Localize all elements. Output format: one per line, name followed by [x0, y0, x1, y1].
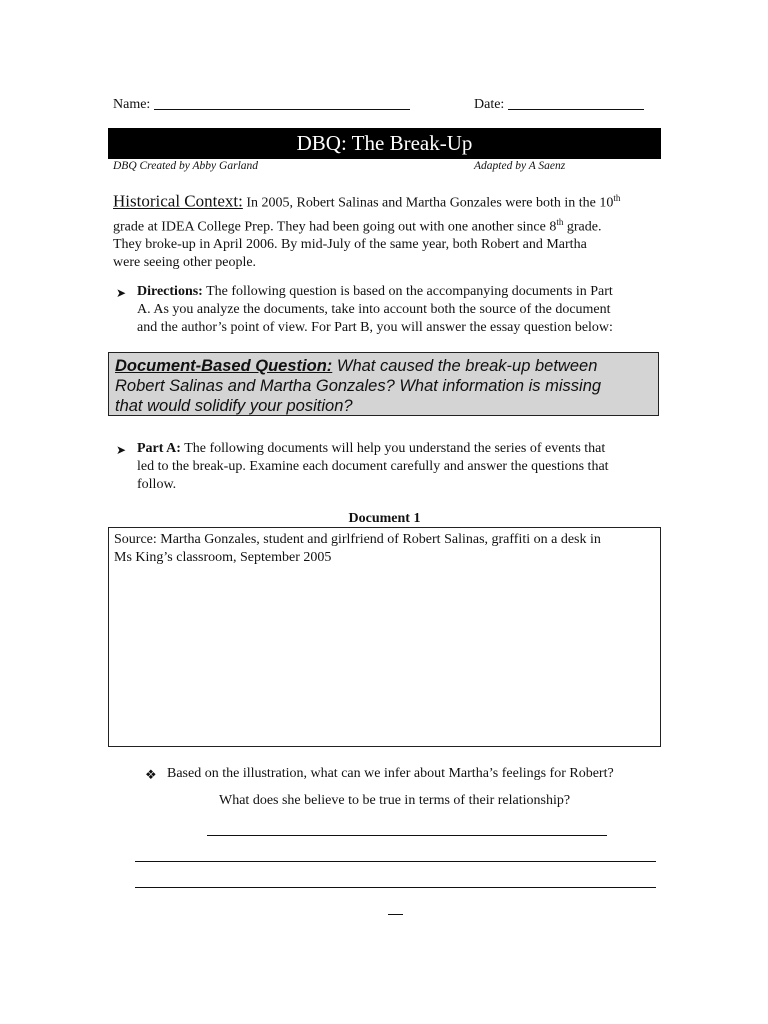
part-a-line2: led to the break-up. Examine each document carefully and answer the questions that	[137, 459, 609, 474]
diamond-bullet-icon: ❖	[145, 767, 157, 782]
part-a-line3: follow.	[137, 477, 177, 492]
part-a-label: Part A:	[137, 441, 181, 456]
historical-context	[113, 189, 673, 272]
name-field-row	[113, 95, 410, 113]
dbq-label: Document-Based Question:	[115, 357, 333, 375]
historical-context-line2-end: grade.	[563, 219, 602, 235]
answer-line-4[interactable]	[388, 914, 403, 915]
part-a-line1: The following documents will help you understand the series of events that	[184, 441, 606, 456]
directions-line1: The following question is based on the accompanying documents in Part	[206, 284, 613, 299]
name-input[interactable]	[154, 95, 410, 110]
answer-line-2[interactable]	[135, 861, 656, 862]
historical-context-line3: They broke-up in April 2006. By mid-July of the same year, both Robert and Martha	[113, 237, 587, 253]
document-1-source-line1: Source: Martha Gonzales, student and girlfriend of Robert Salinas, graffiti on a desk in	[114, 532, 601, 547]
historical-context-line4: were seeing other people.	[113, 255, 257, 271]
question-1-line2: What does she believe to be true in terms of their relationship?	[219, 793, 571, 808]
document-1-source-line2: Ms King’s classroom, September 2005	[114, 550, 332, 565]
historical-context-sup1: th	[613, 193, 621, 203]
historical-context-label: Historical Context:	[113, 191, 243, 211]
historical-context-sup2: th	[556, 216, 564, 227]
date-field-row	[474, 95, 644, 113]
document-based-question-box	[108, 352, 659, 416]
directions-line2: A. As you analyze the documents, take into account both the source of the document	[137, 302, 611, 317]
document-1-box	[108, 527, 661, 747]
page-title: DBQ: The Break-Up	[108, 128, 661, 159]
arrow-bullet-icon: ➤	[116, 443, 127, 457]
adapted-by-credit: Adapted by A Saenz	[474, 160, 566, 172]
directions-label: Directions:	[137, 284, 203, 299]
answer-line-1[interactable]	[207, 835, 607, 836]
directions	[137, 283, 657, 337]
historical-context-line2: grade at IDEA College Prep. They had been going out with one another since 8	[113, 219, 557, 235]
created-by-credit: DBQ Created by Abby Garland	[113, 160, 259, 172]
date-input[interactable]	[508, 95, 644, 110]
directions-line3: and the author’s point of view. For Part B, you will answer the essay question below:	[137, 320, 613, 335]
answer-line-3[interactable]	[135, 887, 656, 888]
date-label: Date:	[474, 97, 505, 112]
arrow-bullet-icon: ➤	[116, 286, 127, 300]
dbq-text-line1: What caused the break-up between	[336, 357, 598, 375]
historical-context-line1: In 2005, Robert Salinas and Martha Gonzales were both in the 10	[246, 195, 614, 211]
part-a	[137, 440, 657, 494]
document-1-heading: Document 1	[348, 511, 421, 526]
dbq-text-line3: that would solidify your position?	[115, 397, 353, 415]
name-label: Name:	[113, 97, 151, 112]
question-1-line1: Based on the illustration, what can we infer about Martha’s feelings for Robert?	[167, 766, 614, 781]
dbq-text-line2: Robert Salinas and Martha Gonzales? What information is missing	[115, 377, 602, 395]
